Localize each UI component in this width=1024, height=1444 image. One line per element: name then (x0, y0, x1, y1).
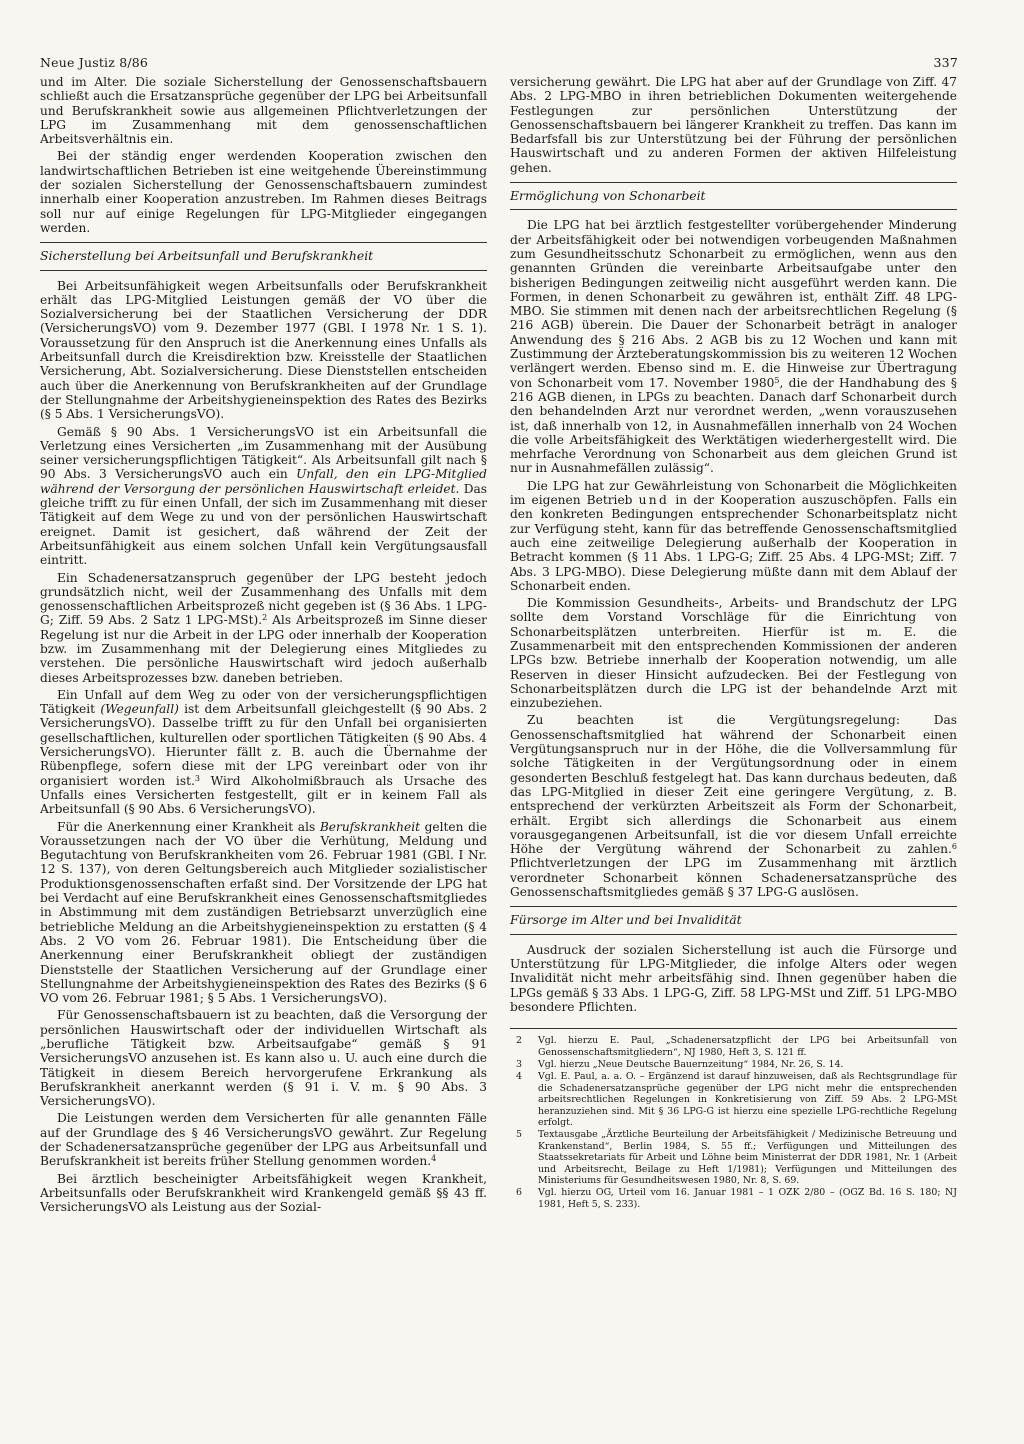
paragraph: Die Kommission Gesundheits-, Arbeits- und Brandschutz der LPG sollte dem Vorstand Vorschläge für die Einrichtung von Schonarbeitsplätzen unterbreiten. Hierfür ist m. E. die Zusammenarbeit mit den entsprechenden Kommissionen der anderen LPGs bzw. Betriebe innerhalb der Kooperation notwendig, um alle Reserven in dieser Hinsicht aufzudecken. Bei der Festlegung von Schonarbeitsplätzen durch die LPG ist der behandelnde Arzt mit einzubeziehen. (510, 596, 957, 711)
text-run: Pflichtverletzungen der LPG im Zusammenhang mit ärztlich verordneter Schonarbeit können Schadenersatzansprüche des Genossenschaftsmitgliedes gemäß § 37 LPG-G auslösen. (510, 856, 957, 900)
paragraph (510, 218, 957, 475)
text-run: in der Kooperation auszuschöpfen. Falls ein den konkreten Bedingungen entsprechender Schonarbeitsplatz nicht zur Verfügung steht, kann für das betreffende Genossenschaftsmitglied auch eine zeitweilige Delegierung außerhalb der Kooperation in Betracht kommen (§ 11 Abs. 1 LPG-G; Ziff. 25 Abs. 4 LPG-MSt; Ziff. 7 Abs. 3 LPG-MBO). Diese Delegierung müßte dann mit dem Ablauf der Schonarbeit enden. (510, 493, 957, 593)
footnote (510, 1129, 957, 1186)
text-run: Das gleiche trifft zu für einen Unfall, der sich im Zusammenhang mit dieser Tätigkeit auf dem Wege zu und von der persönlichen Hauswirtschaft ereignet. Damit ist gesichert, daß während der Zeit der Arbeitsunfähigkeit aus einem solchen Unfall kein Vergütungsausfall eintritt. (40, 481, 488, 568)
paragraph (40, 571, 487, 685)
paragraph: Ausdruck der sozialen Sicherstellung ist auch die Fürsorge und Unterstützung für LPG-Mitglieder, die infolge Alters oder wegen Invalidität nicht mehr arbeitsfähig sind. Ihnen gegenüber haben die LPGs gemäß § 33 Abs. 1 LPG-G, Ziff. 58 LPG-MSt und Ziff. 51 LPG-MBO besondere Pflichten. (510, 942, 957, 1014)
text-run: Als Arbeitsprozeß im Sinne dieser Regelung ist nur die Arbeit in der LPG oder innerhalb der Kooperation bzw. im Zusammenhang mit der Delegierung eines Mitgliedes zu verstehen. Die persönliche Hauswirtschaft wird jedoch außerhalb dieses Arbeitsprozesses bzw. daneben betrieben. (40, 613, 487, 685)
spaced-emphasis: und (638, 493, 670, 508)
footnote-text: Textausgabe „Ärztliche Beurteilung der Arbeitsfähigkeit / Medizinische Betreuung und Krankenstand“, Berlin 1984, S. 55 ff.; Verfügungen und Mitteilungen des Staatssekretariats für Arbeit und Löhne beim Ministerrat der DDR 1981, Nr. 1 (Arbeit und Arbeitsrecht, Beilage zu Heft 1/1981); Verfügungen und Mitteilungen des Ministeriums für Gesundheitswesen 1980, Nr. 8, S. 69. (538, 1129, 957, 1186)
footnote-ref: 2 (262, 613, 268, 623)
footnote-text: Vgl. hierzu E. Paul, „Schadenersatzpflicht der LPG bei Arbeitsunfall von Genossenschaftsmitgliedern“, NJ 1980, Heft 3, S. 121 ff. (538, 1035, 957, 1058)
paragraph: Für Genossenschaftsbauern ist zu beachten, daß die Versorgung der persönlichen Hauswirtschaft oder der individuellen Wirtschaft als „berufliche Tätigkeit bzw. Arbeitsaufgabe“ gemäß § 91 VersicherungsVO anzusehen ist. Es kann also u. U. auch eine durch die Tätigkeit in diesem Bereich hervorgerufene Erkrankung als Berufskrankheit anerkannt werden (§ 91 i. V. m. § 90 Abs. 3 VersicherungsVO). (40, 1008, 487, 1109)
emphasis: Unfall, den ein LPG-Mitglied während der Versorgung der persönlichen Hauswirtschaft erleidet. (40, 467, 487, 496)
paragraph: und im Alter. Die soziale Sicherstellung der Genossenschaftsbauern schließt auch die Ersatzansprüche gegenüber der LPG bei Arbeitsunfall und Berufskrankheit sowie aus allgemeinen Pflichtverletzungen der LPG im Zusammenhang mit dem genossenschaftlichen Arbeitsverhältnis ein. (40, 75, 487, 147)
footnote-number: 4 (516, 1071, 522, 1083)
paragraph: Bei Arbeitsunfähigkeit wegen Arbeitsunfalls oder Berufskrankheit erhält das LPG-Mitglied Leistungen gemäß der VO über die Sozialversicherung bei der Staatlichen Versicherung der DDR (VersicherungsVO) vom 9. Dezember 1977 (GBl. I 1978 Nr. 1 S. 1). Voraussetzung für den Anspruch ist die Anerkennung eines Unfalls als Arbeitsunfall durch die Kreisdirektion bzw. Kreisstelle der Staatlichen Versicherung, Abt. Sozialversicherung. Diese Dienststellen entscheiden auch über die Anerkennung von Berufskrankheiten auf der Grundlage der Stellungnahme der Arbeitshygieneinspektion des Rates des Bezirks (§ 5 Abs. 1 VersicherungsVO). (40, 278, 487, 422)
paragraph (40, 425, 487, 568)
paragraph (510, 479, 957, 593)
footnote-number: 2 (516, 1035, 522, 1047)
footnote-text: Vgl. hierzu OG, Urteil vom 16. Januar 1981 – 1 OZK 2/80 – (OGZ Bd. 16 S. 180; NJ 1981, Heft 5, S. 233). (538, 1187, 957, 1210)
footnote-ref: 3 (194, 773, 200, 783)
footnote-number: 6 (516, 1187, 522, 1199)
paragraph: Bei der ständig enger werdenden Kooperation zwischen den landwirtschaftlichen Betrieben ist eine weitgehende Übereinstimmung der sozialen Sicherstellung der Genossenschaftsbauern zumindest innerhalb einer Kooperation anzustreben. Im Rahmen dieses Beitrags soll nur auf einige Regelungen für LPG-Mitglieder eingegangen werden. (40, 149, 487, 235)
text-run: Ein Unfall auf dem Weg zu oder von der versicherungspflichtigen Tätigkeit (40, 687, 487, 717)
text-run: Wird Alkoholmißbrauch als Ursache des Unfalls eines Versicherten festgestellt, gilt er in keinem Fall als Arbeitsunfall (§ 90 Abs. 6 VersicherungsVO). (40, 773, 488, 817)
footnote-text: Vgl. E. Paul, a. a. O. – Ergänzend ist darauf hinzuweisen, daß als Rechtsgrundlage für die Schadenersatzansprüche gegenüber der LPG nicht mehr die entsprechenden arbeitsrechtlichen Regelungen in Konkretisierung von Ziff. 59 Abs. 2 LPG-MSt heranzuziehen sind. Mit § 36 LPG-G ist hierzu eine spezielle LPG-rechtliche Regelung erfolgt. (538, 1071, 957, 1128)
text-run: , die der Handhabung des § 216 AGB dienen, in LPGs zu beachten. Danach darf Schonarbeit durch den behandelnden Arzt nur verordnet werden, „wenn vorauszusehen ist, daß innerhalb von 12, in Ausnahmefällen innerhalb von 24 Wochen die volle Arbeitsfähigkeit des Werktätigen wiederhergestellt wird. Die mehrfache Verordnung von Schonarbeit aus dem gleichen Grund ist nur in Ausnahmefällen zulässig“. (510, 375, 957, 476)
text-run: Für die Anerkennung einer Krankheit als (57, 819, 320, 834)
paragraph: versicherung gewährt. Die LPG hat aber auf der Grundlage von Ziff. 47 Abs. 2 LPG-MBO in ihren betrieblichen Dokumenten weitergehende Festlegungen zur persönlichen Unterstützung der Genossenschaftsbauern bei längerer Krankheit zu treffen. Das kann im Bedarfsfall bis zur Unterstützung bei der Führung der persönlichen Hauswirtschaft und zu anderen Formen der aktiven Hilfeleistung gehen. (510, 75, 957, 175)
journal-title: Neue Justiz 8/86 (40, 55, 149, 70)
paragraph: Bei ärztlich bescheinigter Arbeitsfähigkeit wegen Krankheit, Arbeitsunfalls oder Berufskrankheit wird Krankengeld gemäß §§ 43 ff. VersicherungsVO als Leistung aus der Sozial- (40, 1171, 487, 1215)
footnote-ref: 4 (431, 1154, 437, 1164)
footnote (510, 1187, 957, 1210)
text-run: ist dem Arbeitsunfall gleichgestellt (§ 90 Abs. 2 VersicherungsVO). Dasselbe trifft zu für den Unfall bei organisierten gesellschaftlichen, kulturellen oder sportlichen Tätigkeiten (§ 90 Abs. 4 VersicherungsVO). Hierunter fällt z. B. auch die Übernahme der Rübenpflege, sofern diese mit der LPG vereinbart oder von ihr organisiert worden ist. (40, 702, 487, 788)
paragraph (40, 1111, 487, 1168)
text-run: Die LPG hat bei ärztlich festgestellter vorübergehender Minderung der Arbeitsfähigkeit oder bei notwendigen vorbeugenden Maßnahmen zum Gesundheitsschutz Schonarbeit zu ermöglichen, wenn aus den genannten Gründen die vereinbarte Arbeitsaufgabe unter den bisherigen Bedingungen zeitweilig nicht ausgeführt werden kann. Die Formen, in denen Schonarbeit zu gewähren ist, enthält Ziff. 48 LPG-MBO. Sie stimmen mit denen nach der arbeitsrechtlichen Regelung (§ 216 AGB) überein. Die Dauer der Schonarbeit beträgt in analoger Anwendung des § 216 Abs. 2 AGB bis zu 12 Wochen und kann mit Zustimmung der Ärzteberatungskommission bis zu weiteren 12 Wochen verlängert werden. Ebenso sind m. E. die Hinweise zur Übertragung von Schonarbeit vom 17. November 1980 (510, 218, 957, 390)
footnote-number: 3 (516, 1058, 522, 1070)
footnotes (510, 1028, 957, 1210)
left-column (40, 75, 487, 1215)
footnote (510, 1059, 957, 1070)
emphasis: Berufskrankheit (319, 819, 421, 834)
emphasis: (Wegeunfall) (100, 702, 179, 717)
page-number: 337 (933, 55, 958, 70)
section-heading: Fürsorge im Alter und bei Invalidität (510, 906, 957, 934)
footnote-number: 5 (516, 1129, 522, 1141)
paragraph (510, 713, 957, 899)
paragraph (40, 820, 487, 1006)
section-heading: Ermöglichung von Schonarbeit (510, 182, 957, 210)
text-run: Zu beachten ist die Vergütungsregelung: Das Genossenschaftsmitglied hat während der Schonarbeit einen Vergütungsanspruch nur in der Höhe, die die Vollversammlung für solche Tätigkeiten in der Vergütungsordnung oder in einem gesonderten Beschluß festgelegt hat. Das kann durchaus bedeuten, daß das LPG-Mitglied in dieser Zeit eine geringere Vergütung, z. B. entsprechend der verkürzten Arbeitszeit als Form der Schonarbeit, erhält. Ergibt sich allerdings die Schonarbeit aus einem vorausgegangenen Arbeitsunfall, ist die vor diesem Unfall erreichte Höhe der Vergütung während der Schonarbeit zu zahlen. (510, 713, 957, 857)
footnote-ref: 5 (774, 375, 780, 385)
footnote-text: Vgl. hierzu „Neue Deutsche Bauernzeitung“ 1984, Nr. 26, S. 14. (538, 1058, 844, 1070)
footnote (510, 1035, 957, 1058)
text-run: gelten die Voraussetzungen nach der VO über die Verhütung, Meldung und Begutachtung von Berufskrankheiten vom 26. Februar 1981 (GBl. I Nr. 12 S. 137), von deren Geltungsbereich auch Mitglieder sozialistischer Produktionsgenossenschaften erfaßt sind. Der Vorsitzende der LPG hat bei Verdacht auf eine Berufskrankheit eines Genossenschaftsmitgliedes in Abstimmung mit dem zuständigen Betriebsarzt unverzüglich eine betriebliche Meldung an die Arbeitshygieneinspektion zu erstatten (§ 4 Abs. 2 VO vom 26. Februar 1981). Die Entscheidung über die Anerkennung einer Berufskrankheit obliegt der zuständigen Dienststelle der Staatlichen Versicherung auf der Grundlage einer Stellungnahme der Arbeitshygieneinspektion des Rates des Bezirks (§ 6 VO vom 26. Februar 1981; § 5 Abs. 1 VersicherungsVO). (40, 819, 487, 1006)
text-run: Die LPG hat zur Gewährleistung von Schonarbeit die Möglichkeiten im eigenen Betrieb (510, 478, 957, 508)
running-head (40, 55, 958, 75)
footnote (510, 1071, 957, 1128)
section-heading: Sicherstellung bei Arbeitsunfall und Berufskrankheit (40, 242, 487, 270)
paragraph (40, 688, 487, 817)
text-run: Ein Schadenersatzanspruch gegenüber der LPG besteht jedoch grundsätzlich nicht, weil der Zusammenhang des Unfalls mit dem genossenschaftlichen Arbeitsprozeß nicht gegeben ist (§ 36 Abs. 1 LPG-G; Ziff. 59 Abs. 2 Satz 1 LPG-MSt). (40, 570, 487, 628)
footnote-ref: 6 (951, 842, 957, 852)
right-column (510, 75, 957, 1210)
text-run: Gemäß § 90 Abs. 1 VersicherungsVO ist ein Arbeitsunfall die Verletzung eines Versicherten „im Zusammenhang mit der Ausübung seiner versicherungspflichtigen Tätigkeit“. Als Arbeitsunfall gilt nach § 90 Abs. 3 VersicherungsVO auch ein (40, 424, 487, 482)
text-run: Die Leistungen werden dem Versicherten für alle genannten Fälle auf der Grundlage des § 46 VersicherungsVO gewährt. Zur Regelung der Schadenersatzansprüche gegenüber der LPG aus Arbeitsunfall und Berufskrankheit ist bereits früher Stellung genommen worden. (40, 1111, 487, 1169)
